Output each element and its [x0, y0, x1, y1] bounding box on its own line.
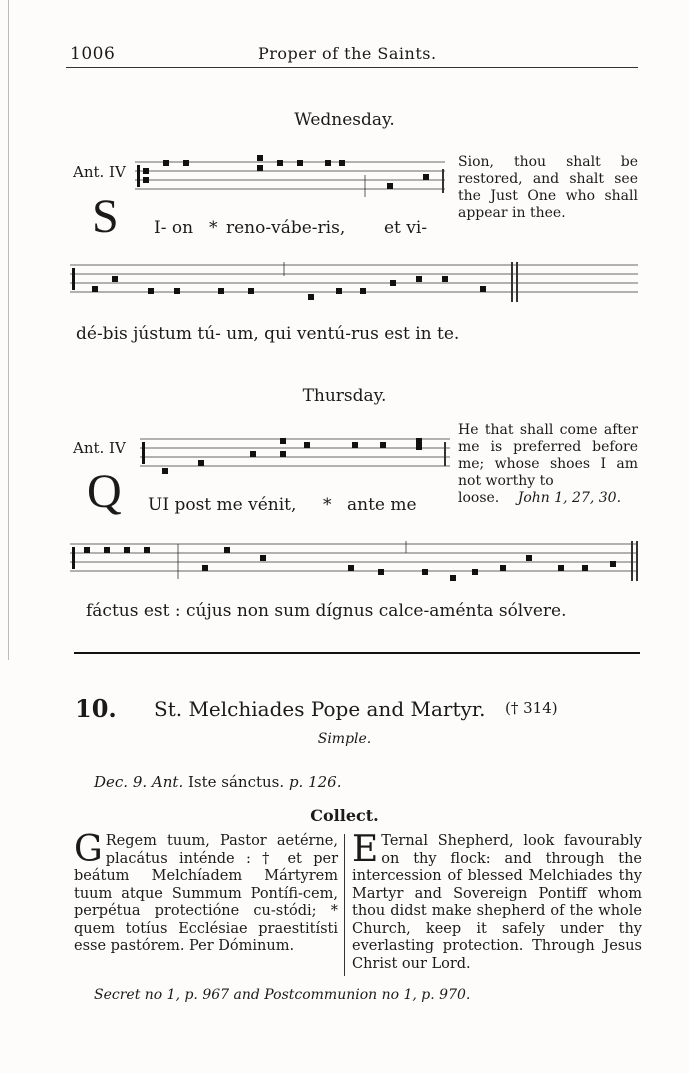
thursday-translation [458, 422, 638, 507]
feast-date: († 314) [505, 699, 558, 717]
wednesday-staff-2 [70, 262, 640, 312]
thursday-heading: Thursday. [302, 386, 387, 406]
wednesday-translation: Sion, thou shalt be restored, and shalt see the Just One who shall appear in thee. [458, 154, 638, 221]
wednesday-staff-1 [135, 155, 447, 205]
column-divider [344, 834, 345, 976]
running-title: Proper of the Saints. [258, 44, 437, 63]
collect-heading: Collect. [310, 806, 379, 825]
header-rule [66, 67, 638, 68]
collect-latin [74, 829, 338, 956]
thursday-staff-1 [140, 432, 452, 482]
wednesday-lyric-line2: dé-bis jústum tú- um, qui ventú-rus est in te. [76, 324, 460, 344]
collect-english-text: Ternal Shepherd, look favourably on thy flock: and through the intercession of blessed Melchiades thy Martyr and Sovereign Pontiff whom thou didst make shepherd of the whole Church, keep it safely under thy everlasting protection. Through Jesus Christ our Lord. [352, 833, 642, 972]
dec-line-prefix: Dec. 9. Ant. [94, 773, 184, 791]
thursday-lyric-star: * [323, 495, 332, 515]
wednesday-lyric-2: reno-vábe-ris, [226, 218, 346, 238]
page-number: 1006 [70, 44, 116, 64]
thursday-translation-body: He that shall come after me is preferred before me; whose shoes I am not worthy to [458, 422, 638, 489]
secret-line: Secret no 1, p. 967 and Postcommunion no 1, p. 970. [94, 987, 471, 1003]
thursday-translation-end: loose. [458, 490, 500, 506]
thursday-translation-tail [458, 490, 638, 507]
feast-rank: Simple. [317, 731, 372, 747]
section-rule [74, 652, 640, 654]
wednesday-lyric-1: I- on [154, 218, 194, 238]
wednesday-heading: Wednesday. [294, 110, 395, 130]
feast-number: 10. [75, 694, 117, 723]
dec-line-text: Iste sánctus. [188, 773, 285, 791]
collect-latin-text: Regem tuum, Pastor aetérne, placátus inténde : † et per beátum Melchíadem Mártyrem tuum atque Summum Pontífi-cem, perpétua protectióne cu-stódi; * quem totíus Ecclésiae praestitísti esse pastórem. Per Dóminum. [74, 833, 338, 954]
collect-latin-initial: G [74, 829, 103, 870]
thursday-lyric-2: ante me [347, 495, 417, 515]
wednesday-lyric-3: et vi- [384, 218, 428, 238]
wednesday-lyric-star: * [209, 218, 218, 238]
thursday-translation-ref: John 1, 27, 30. [517, 490, 622, 506]
dec-line-page: p. 126. [288, 773, 342, 791]
thursday-lyric-1: UI post me vénit, [148, 495, 297, 515]
dec-line [94, 773, 341, 791]
wednesday-ant-label: Ant. IV [73, 163, 126, 181]
margin-line [8, 0, 9, 660]
collect-english [352, 829, 642, 973]
thursday-ant-label: Ant. IV [73, 439, 126, 457]
feast-title: St. Melchiades Pope and Martyr. [154, 697, 486, 721]
thursday-lyric-line2: fáctus est : cújus non sum dígnus calce-aménta sólvere. [86, 601, 567, 621]
collect-english-initial: E [352, 829, 379, 870]
thursday-staff-2 [70, 541, 640, 593]
thursday-initial: Q [87, 465, 122, 518]
wednesday-initial: S [92, 190, 119, 243]
